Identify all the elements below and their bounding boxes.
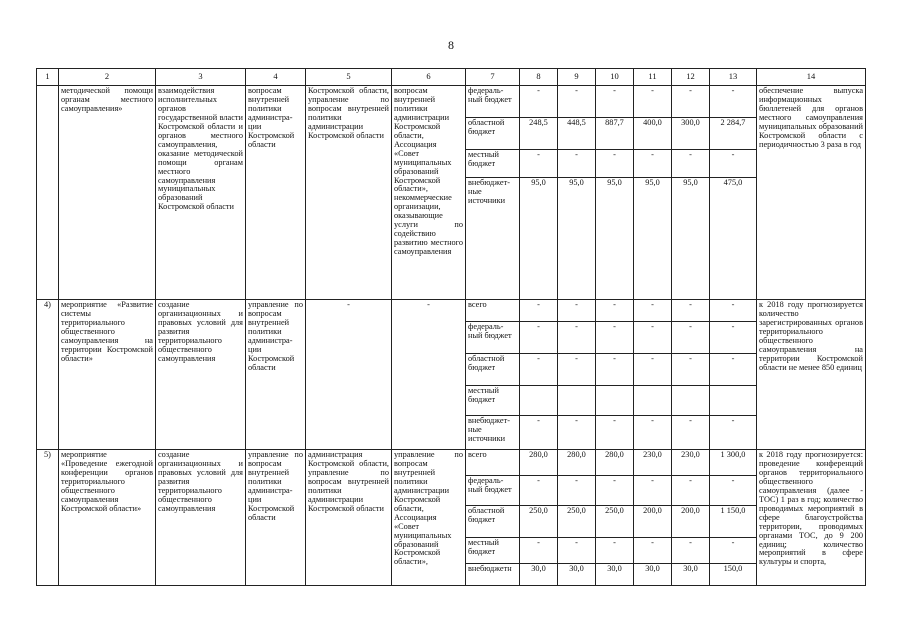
amount-cell: - xyxy=(672,538,710,564)
block-c-row xyxy=(37,450,866,476)
cell-c6: - xyxy=(392,300,466,450)
cell-c2: методической помощи органам местного самоуправления» xyxy=(59,86,156,300)
cell-c4: вопросам внутренней политики администра-ции Костромской области xyxy=(246,86,306,300)
amount-cell: - xyxy=(672,416,710,450)
funding-source: всего xyxy=(466,450,520,476)
cell-c4: управление по вопросам внутренней политики администра-ции Костромской области xyxy=(246,450,306,586)
amount-cell: - xyxy=(634,538,672,564)
cell-c6: управление по вопросам внутренней политики администрации Костромской области, Ассоциация «Совет муниципальных образований Костромской области», xyxy=(392,450,466,586)
header-cell: 2 xyxy=(59,69,156,86)
header-cell: 7 xyxy=(466,69,520,86)
amount-cell: - xyxy=(558,322,596,354)
amount-cell: - xyxy=(634,86,672,118)
amount-cell: 95,0 xyxy=(558,178,596,300)
amount-cell: 230,0 xyxy=(672,450,710,476)
amount-cell: - xyxy=(596,354,634,386)
funding-source: внебюджет-ные источники xyxy=(466,416,520,450)
amount-cell: 200,0 xyxy=(672,506,710,538)
amount-cell: 30,0 xyxy=(596,564,634,586)
amount-cell: 30,0 xyxy=(558,564,596,586)
amount-cell: - xyxy=(520,476,558,506)
amount-cell: 200,0 xyxy=(634,506,672,538)
header-cell: 11 xyxy=(634,69,672,86)
amount-cell xyxy=(520,386,558,416)
cell-num xyxy=(37,86,59,300)
header-cell: 3 xyxy=(156,69,246,86)
amount-cell: 30,0 xyxy=(672,564,710,586)
amount-cell: - xyxy=(710,86,757,118)
amount-cell: - xyxy=(520,300,558,322)
amount-cell: 95,0 xyxy=(634,178,672,300)
amount-cell: - xyxy=(710,150,757,178)
header-cell: 1 xyxy=(37,69,59,86)
amount-cell: - xyxy=(672,322,710,354)
header-cell: 13 xyxy=(710,69,757,86)
cell-c14: к 2018 году прогнозируется: проведение конференций органов территориального общественного самоуправления (далее - ТОС) 1 раз в год; количество проводимых мероприятий в сфере благоустройства территории, проводимых органами ТОС, до 9 200 единиц; количество мероприятий в сфере культуры и спорта, xyxy=(757,450,866,586)
amount-cell: - xyxy=(672,150,710,178)
amount-cell: - xyxy=(520,354,558,386)
amount-cell xyxy=(558,386,596,416)
amount-cell: - xyxy=(634,150,672,178)
amount-cell: - xyxy=(672,300,710,322)
amount-cell: 95,0 xyxy=(596,178,634,300)
cell-c14: обеспечение выпуска информационных бюллетеней для органов местного самоуправления муниципальных образований Костромской области с периодичностью 3 раза в год xyxy=(757,86,866,300)
cell-c5: Костромской области, управление по вопросам внутренней политики администрации Костромской области xyxy=(306,86,392,300)
funding-source: областной бюджет xyxy=(466,506,520,538)
cell-num: 4) xyxy=(37,300,59,450)
amount-cell: - xyxy=(596,300,634,322)
amount-cell: 448,5 xyxy=(558,118,596,150)
amount-cell: 250,0 xyxy=(520,506,558,538)
amount-cell: - xyxy=(558,150,596,178)
header-cell: 6 xyxy=(392,69,466,86)
amount-cell: - xyxy=(596,322,634,354)
amount-cell: 475,0 xyxy=(710,178,757,300)
amount-cell: - xyxy=(520,150,558,178)
amount-cell: - xyxy=(710,354,757,386)
amount-cell: - xyxy=(596,538,634,564)
cell-c4: управление по вопросам внутренней политики администра-ции Костромской области xyxy=(246,300,306,450)
amount-cell: 248,5 xyxy=(520,118,558,150)
cell-c2: мероприятие «Развитие системы территориального общественного самоуправления на территории Костромской области» xyxy=(59,300,156,450)
amount-cell: - xyxy=(710,416,757,450)
funding-source: областной бюджет xyxy=(466,354,520,386)
header-cell: 12 xyxy=(672,69,710,86)
amount-cell: - xyxy=(596,150,634,178)
amount-cell: 30,0 xyxy=(520,564,558,586)
funding-source: всего xyxy=(466,300,520,322)
cell-c5: - xyxy=(306,300,392,450)
amount-cell: 250,0 xyxy=(596,506,634,538)
amount-cell: 1 300,0 xyxy=(710,450,757,476)
block-a-row xyxy=(37,86,866,118)
header-cell: 8 xyxy=(520,69,558,86)
amount-cell: - xyxy=(596,416,634,450)
amount-cell: 230,0 xyxy=(634,450,672,476)
amount-cell: 1 150,0 xyxy=(710,506,757,538)
amount-cell: 95,0 xyxy=(520,178,558,300)
funding-source: федераль-ный бюджет xyxy=(466,322,520,354)
amount-cell xyxy=(672,386,710,416)
amount-cell: - xyxy=(672,476,710,506)
amount-cell: - xyxy=(558,538,596,564)
amount-cell: 150,0 xyxy=(710,564,757,586)
amount-cell: - xyxy=(710,300,757,322)
amount-cell: 30,0 xyxy=(634,564,672,586)
cell-c5: администрация Костромской области, управление по вопросам внутренней политики администрации Костромской области xyxy=(306,450,392,586)
cell-c3: создание организационных и правовых условий для развития территориального общественного самоуправления xyxy=(156,300,246,450)
amount-cell: - xyxy=(634,354,672,386)
amount-cell: - xyxy=(520,86,558,118)
funding-source: местный бюджет xyxy=(466,150,520,178)
amount-cell: 95,0 xyxy=(672,178,710,300)
amount-cell: - xyxy=(710,322,757,354)
header-cell: 4 xyxy=(246,69,306,86)
page-number: 8 xyxy=(448,38,454,52)
amount-cell: - xyxy=(710,538,757,564)
amount-cell: 300,0 xyxy=(672,118,710,150)
amount-cell: - xyxy=(558,476,596,506)
amount-cell: - xyxy=(634,300,672,322)
amount-cell: - xyxy=(558,416,596,450)
amount-cell xyxy=(710,386,757,416)
amount-cell xyxy=(634,386,672,416)
amount-cell: - xyxy=(672,354,710,386)
amount-cell: - xyxy=(520,416,558,450)
amount-cell: 280,0 xyxy=(596,450,634,476)
amount-cell: 2 284,7 xyxy=(710,118,757,150)
amount-cell: - xyxy=(558,300,596,322)
header-row xyxy=(37,69,866,86)
amount-cell: 280,0 xyxy=(558,450,596,476)
amount-cell: - xyxy=(672,86,710,118)
amount-cell: 280,0 xyxy=(520,450,558,476)
cell-c3: создание организационных и правовых условий для развития территориального общественного самоуправления xyxy=(156,450,246,586)
program-table xyxy=(36,68,866,586)
amount-cell: 250,0 xyxy=(558,506,596,538)
cell-c14: к 2018 году прогнозируется количество зарегистрированных органов территориального общественного самоуправления на территории Костромской области не менее 850 единиц xyxy=(757,300,866,450)
funding-source: внебюджетн xyxy=(466,564,520,586)
amount-cell: - xyxy=(558,354,596,386)
cell-c2: мероприятие «Проведение ежегодной конференции органов территориального общественного самоуправления Костромской области» xyxy=(59,450,156,586)
funding-source: местный бюджет xyxy=(466,538,520,564)
amount-cell: - xyxy=(634,476,672,506)
funding-source: федераль-ный бюджет xyxy=(466,86,520,118)
header-cell: 14 xyxy=(757,69,866,86)
amount-cell: - xyxy=(596,476,634,506)
amount-cell: - xyxy=(558,86,596,118)
amount-cell: 887,7 xyxy=(596,118,634,150)
header-cell: 9 xyxy=(558,69,596,86)
funding-source: внебюджет-ные источники xyxy=(466,178,520,300)
cell-num: 5) xyxy=(37,450,59,586)
amount-cell: - xyxy=(520,322,558,354)
amount-cell: - xyxy=(520,538,558,564)
amount-cell: - xyxy=(596,86,634,118)
block-b-row xyxy=(37,300,866,322)
funding-source: местный бюджет xyxy=(466,386,520,416)
header-cell: 5 xyxy=(306,69,392,86)
amount-cell: 400,0 xyxy=(634,118,672,150)
cell-c6: вопросам внутренней политики администрации Костромской области, Ассоциация «Совет муниципальных образований Костромской области», некоммерческие организации, оказывающие услуги по содействию развитию местного самоуправления xyxy=(392,86,466,300)
funding-source: федераль-ный бюджет xyxy=(466,476,520,506)
funding-source: областной бюджет xyxy=(466,118,520,150)
amount-cell: - xyxy=(710,476,757,506)
amount-cell: - xyxy=(634,416,672,450)
cell-c3: взаимодействия исполнительных органов государственной власти Костромской области и органов местного самоуправления, оказание методической помощи органам местного самоуправления муниципальных образований Костромской области xyxy=(156,86,246,300)
amount-cell xyxy=(596,386,634,416)
header-cell: 10 xyxy=(596,69,634,86)
amount-cell: - xyxy=(634,322,672,354)
